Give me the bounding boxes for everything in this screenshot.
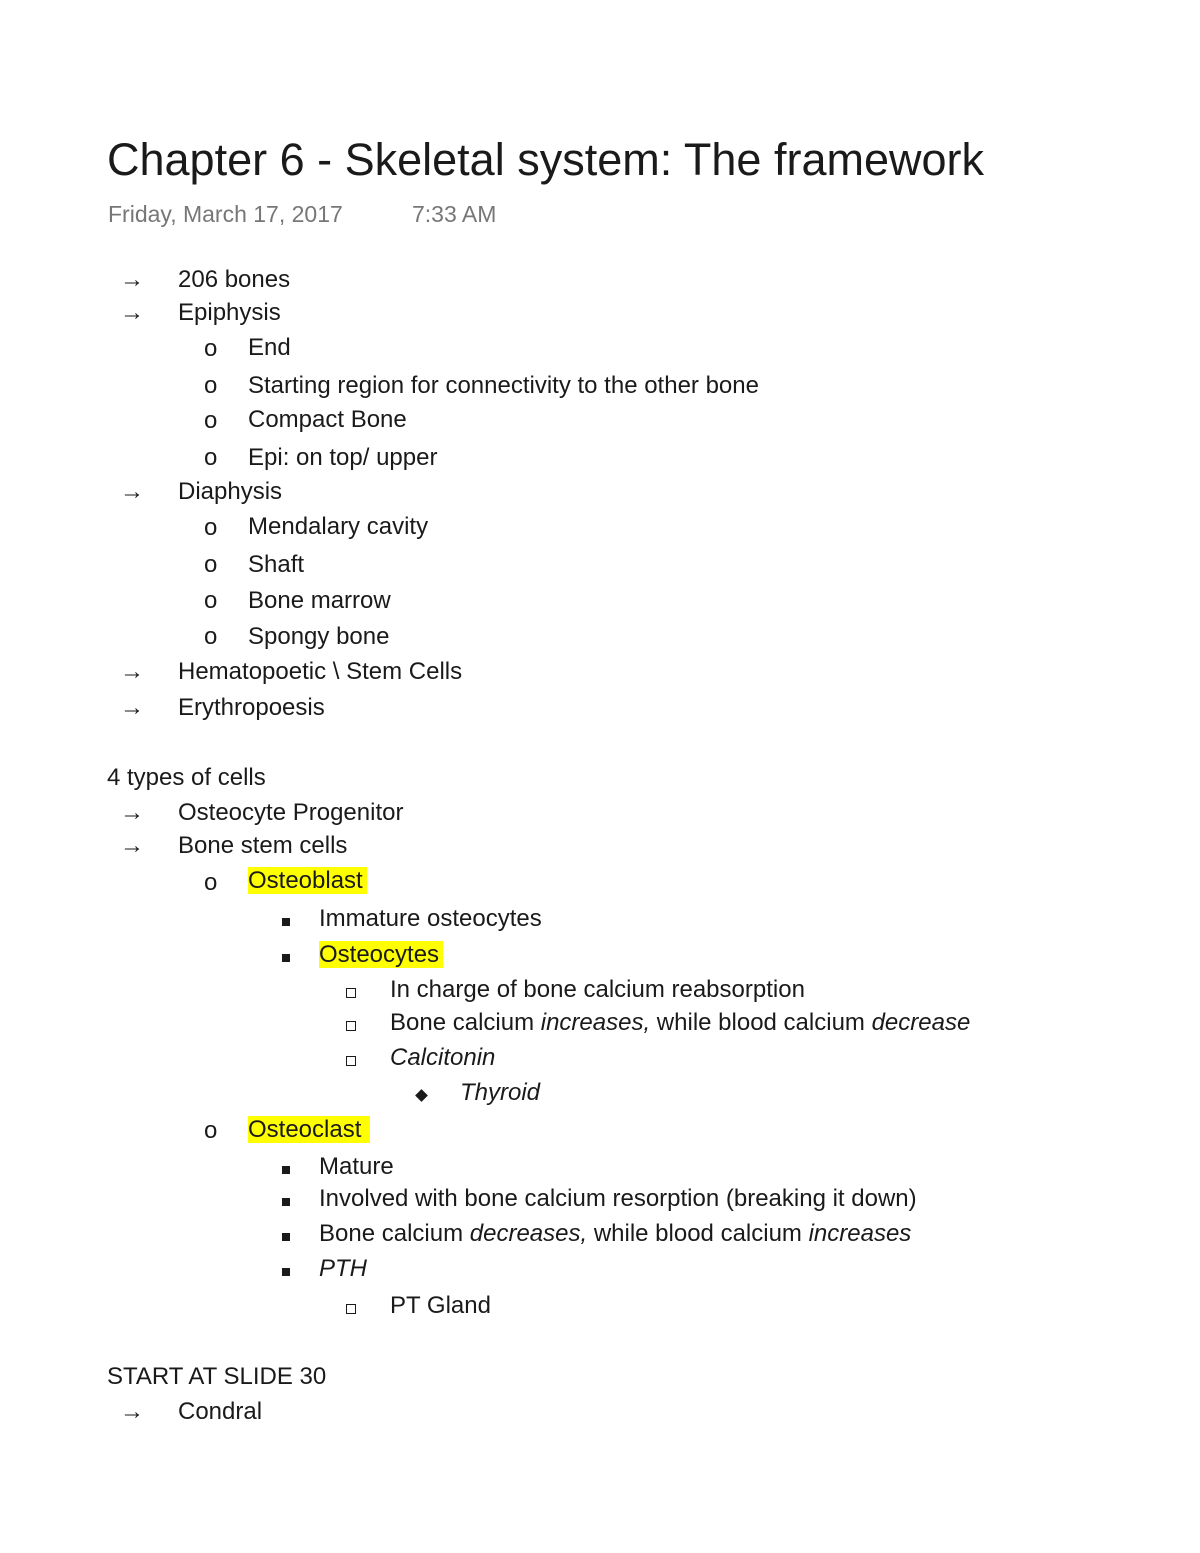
- page-time: 7:33 AM: [412, 201, 497, 227]
- square-bullet-icon: [282, 1219, 290, 1249]
- list-item: Shaft: [248, 551, 305, 578]
- page-date: Friday, March 17, 2017: [108, 201, 343, 227]
- circle-bullet-icon: o: [204, 407, 218, 434]
- list-item: Involved with bone calcium resorption (breaking it down): [319, 1185, 917, 1212]
- list-item: [390, 1008, 970, 1038]
- section-heading: 4 types of cells: [107, 764, 266, 791]
- list-item: Immature osteocytes: [319, 905, 542, 932]
- list-item: [390, 1043, 495, 1073]
- list-item: 206 bones: [178, 266, 291, 293]
- circle-bullet-icon: o: [204, 551, 218, 578]
- text-run-italic: PTH: [319, 1255, 367, 1282]
- list-item: [460, 1078, 540, 1108]
- circle-bullet-icon: o: [204, 869, 218, 896]
- list-item: Mendalary cavity: [248, 513, 429, 540]
- highlighted-term: Osteocytes: [319, 941, 443, 968]
- list-item: [248, 1115, 370, 1145]
- list-item: Osteocyte Progenitor: [178, 799, 404, 826]
- square-bullet-icon: [282, 1254, 290, 1284]
- open-square-bullet-icon: [346, 976, 356, 1006]
- circle-bullet-icon: o: [204, 587, 218, 614]
- arrow-bullet-icon: →: [120, 266, 144, 293]
- list-item: Epiphysis: [178, 299, 281, 326]
- text-run-italic: Thyroid: [460, 1079, 541, 1106]
- text-run-italic: increases: [808, 1220, 912, 1247]
- list-item: Condral: [178, 1398, 263, 1425]
- square-bullet-icon: [282, 1184, 290, 1214]
- diamond-bullet-icon: [417, 1078, 426, 1108]
- list-item: In charge of bone calcium reabsorption: [390, 976, 805, 1003]
- list-item: PT Gland: [390, 1292, 491, 1319]
- list-item: Starting region for connectivity to the other bone: [248, 372, 759, 399]
- arrow-bullet-icon: →: [120, 299, 144, 326]
- circle-bullet-icon: o: [204, 372, 218, 399]
- arrow-bullet-icon: →: [120, 799, 144, 826]
- text-run-italic: decrease: [871, 1009, 971, 1036]
- list-item: Diaphysis: [178, 478, 283, 505]
- page-meta: [108, 199, 497, 229]
- text-run-italic: Calcitonin: [390, 1044, 496, 1071]
- page-title: Chapter 6 - Skeletal system: The framework: [107, 134, 984, 185]
- list-item: Compact Bone: [248, 406, 407, 433]
- circle-bullet-icon: o: [204, 514, 218, 541]
- list-item: Mature: [319, 1153, 394, 1180]
- list-item: Erythropoesis: [178, 694, 325, 721]
- arrow-bullet-icon: →: [120, 478, 144, 505]
- section-heading: START AT SLIDE 30: [107, 1363, 327, 1390]
- open-square-bullet-icon: [346, 1292, 356, 1322]
- list-item: Epi: on top/ upper: [248, 444, 438, 471]
- circle-bullet-icon: o: [204, 335, 218, 362]
- list-item: [319, 940, 443, 970]
- open-square-bullet-icon: [346, 1044, 356, 1074]
- open-square-bullet-icon: [346, 1009, 356, 1039]
- square-bullet-icon: [282, 940, 290, 970]
- arrow-bullet-icon: →: [120, 1398, 144, 1425]
- list-item: [319, 1254, 367, 1284]
- text-run-italic: decreases,: [469, 1220, 588, 1247]
- list-item: Bone marrow: [248, 587, 391, 614]
- list-item: Bone stem cells: [178, 832, 348, 859]
- arrow-bullet-icon: →: [120, 694, 144, 721]
- text-run: Bone calcium: [390, 1009, 541, 1036]
- text-run-italic: increases,: [540, 1009, 651, 1036]
- highlighted-term: Osteoclast: [248, 1116, 370, 1143]
- highlighted-term: Osteoblast: [248, 867, 367, 894]
- text-run: Bone calcium: [319, 1220, 470, 1247]
- list-item: Spongy bone: [248, 623, 390, 650]
- list-item: Hematopoetic \ Stem Cells: [178, 658, 463, 685]
- list-item: [319, 1219, 911, 1249]
- square-bullet-icon: [282, 904, 290, 934]
- list-item: End: [248, 334, 291, 361]
- circle-bullet-icon: o: [204, 623, 218, 650]
- text-run: while blood calcium: [650, 1009, 872, 1036]
- list-item: [248, 866, 367, 896]
- arrow-bullet-icon: →: [120, 832, 144, 859]
- text-run: while blood calcium: [587, 1220, 809, 1247]
- circle-bullet-icon: o: [204, 444, 218, 471]
- circle-bullet-icon: o: [204, 1117, 218, 1144]
- square-bullet-icon: [282, 1152, 290, 1182]
- arrow-bullet-icon: →: [120, 658, 144, 685]
